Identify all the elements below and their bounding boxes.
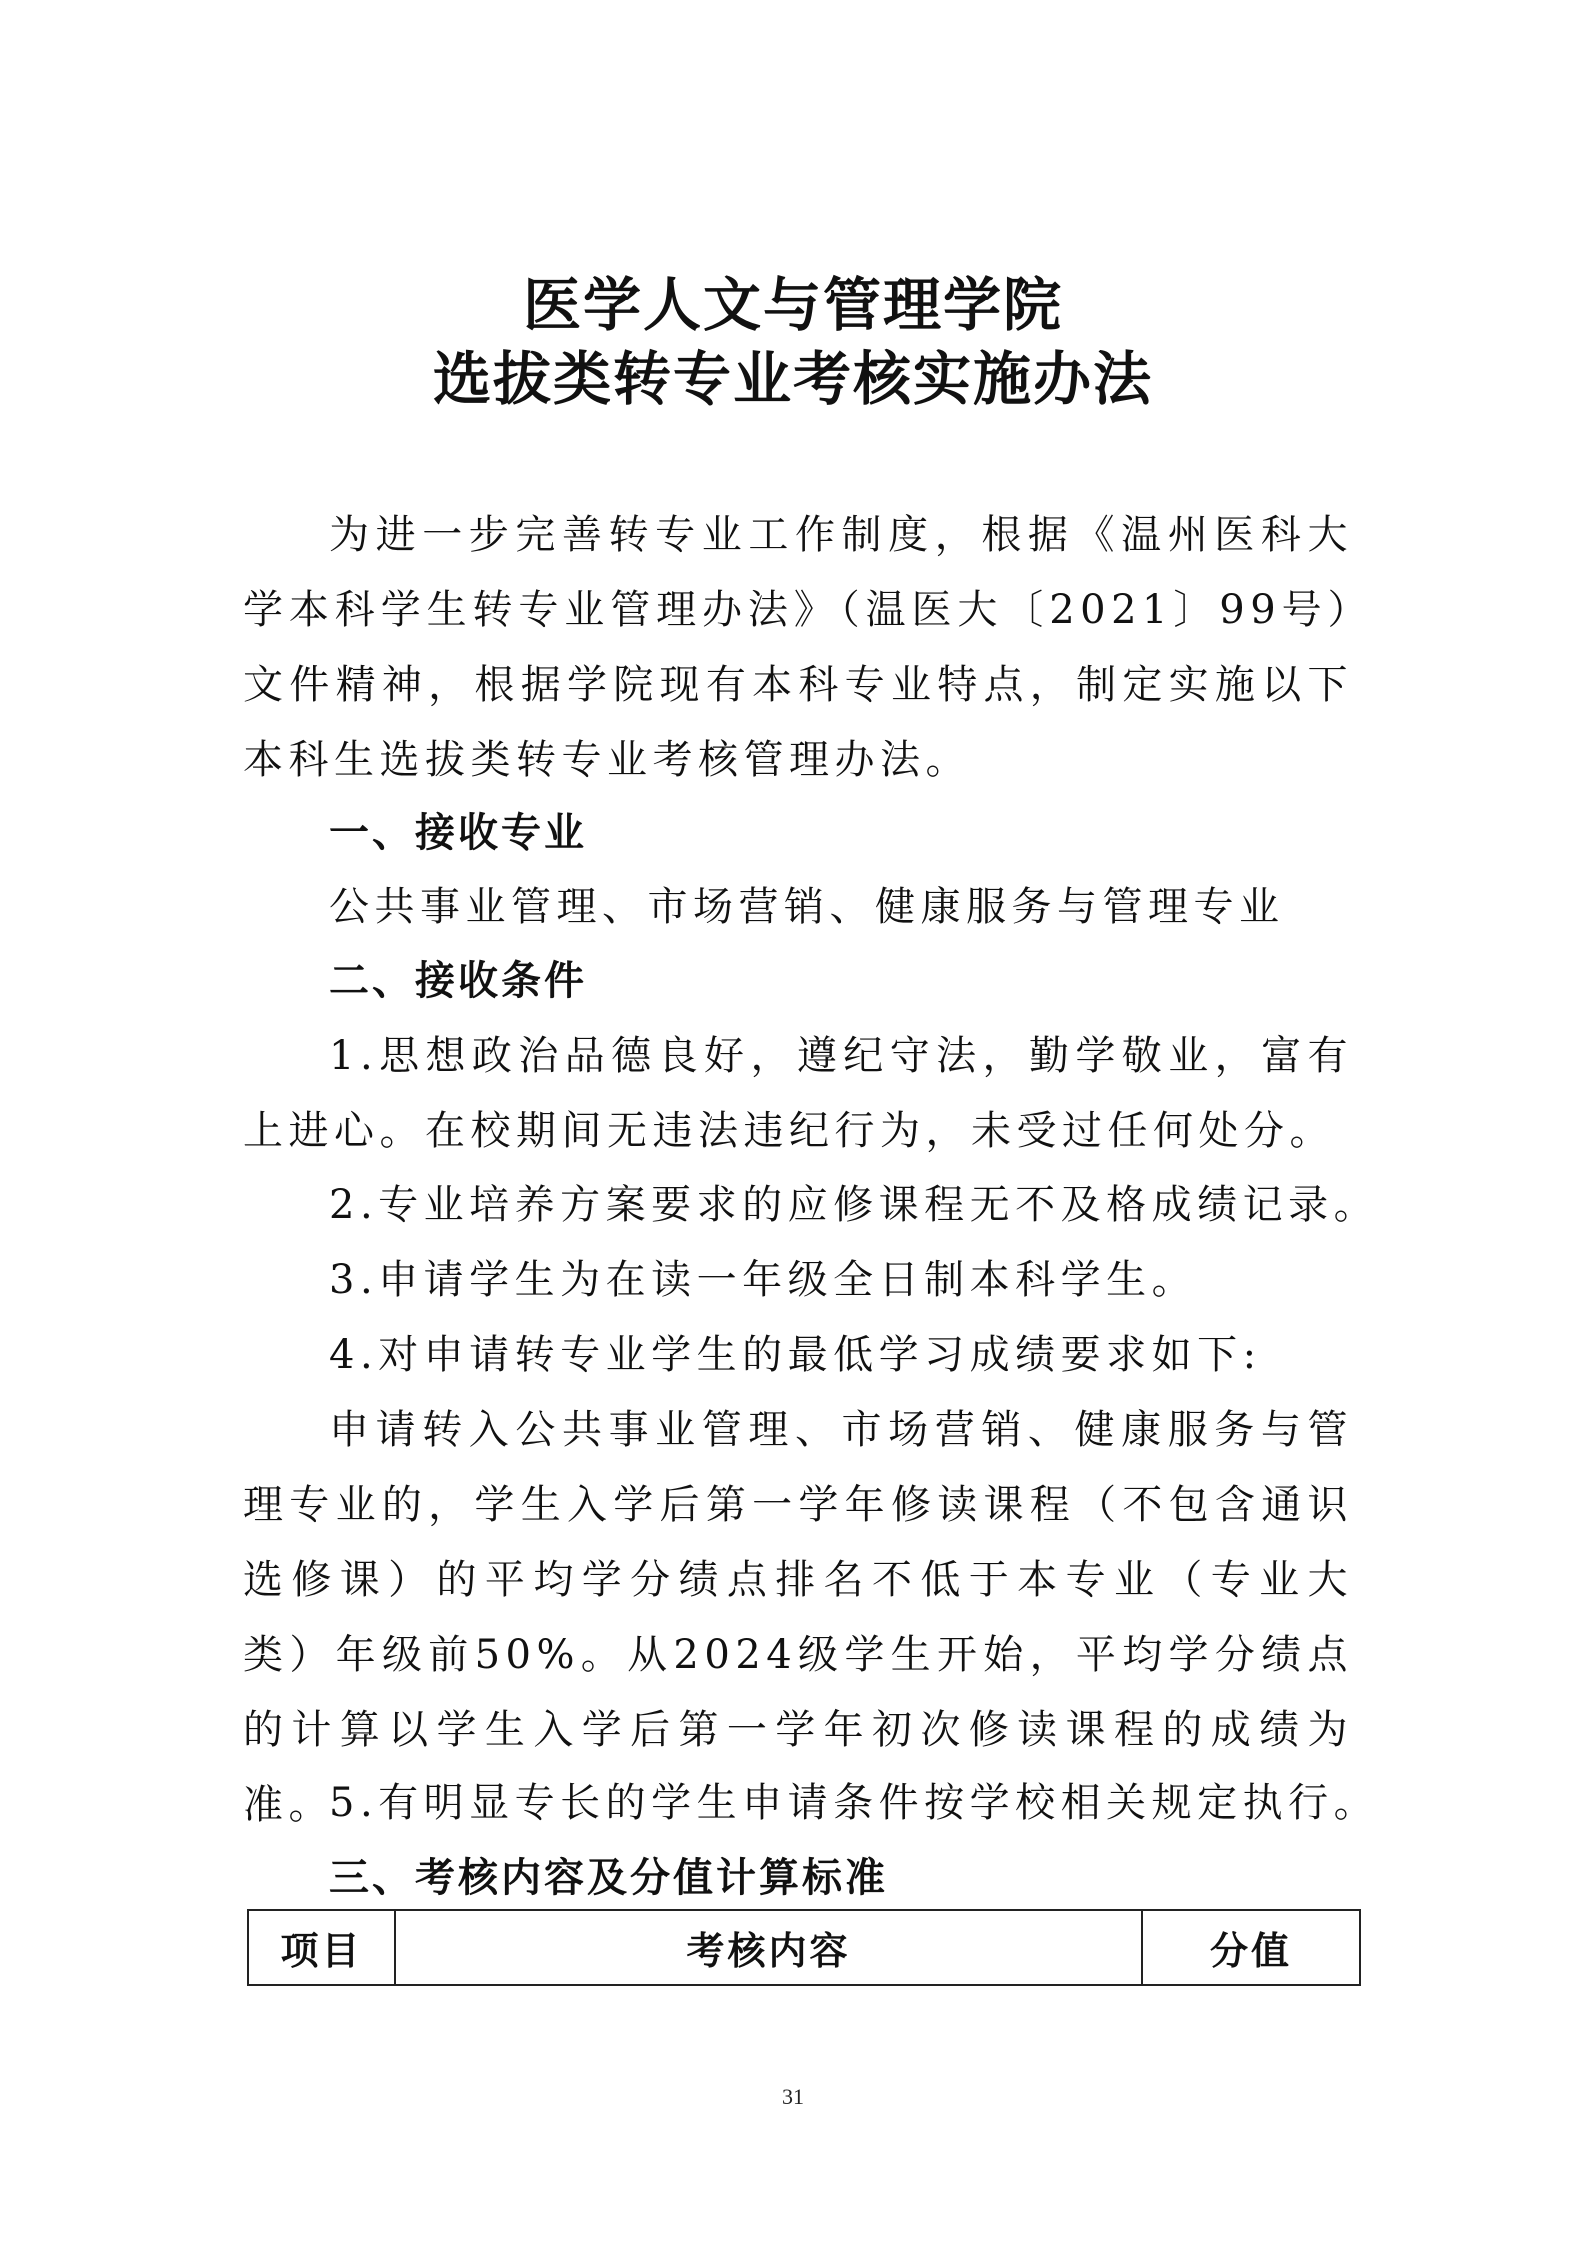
condition-item-1: 1.思想政治品德良好，遵纪守法，勤学敬业，富有上进心。在校期间无违法违纪行为，未受过任何处分。	[243, 1033, 1353, 1154]
accepted-majors-text: 公共事业管理、市场营销、健康服务与管理专业	[329, 884, 1285, 930]
condition-item-4: 4.对申请转专业学生的最低学习成绩要求如下:	[329, 1332, 1262, 1378]
condition-item-2: 2.专业培养方案要求的应修课程无不及格成绩记录。	[329, 1182, 1380, 1228]
document-title-line2: 选拔类转专业考核实施办法	[432, 345, 1153, 413]
table-header-content: 考核内容	[395, 1910, 1142, 1985]
section1-heading: 一、接收专业	[329, 810, 587, 856]
table-header-row	[248, 1910, 1360, 1985]
section2-heading: 二、接收条件	[329, 958, 587, 1004]
condition-item-5: 5.有明显专长的学生申请条件按学校相关规定执行。	[329, 1780, 1380, 1826]
page-number: 31	[782, 2084, 804, 2109]
condition-item-3: 3.申请学生为在读一年级全日制本科学生。	[329, 1257, 1198, 1303]
section3-heading: 三、考核内容及分值计算标准	[329, 1855, 888, 1901]
intro-paragraph: 为进一步完善转专业工作制度，根据《温州医科大学本科学生转专业管理办法》（温医大〔2021〕99号）文件精神，根据学院现有本科专业特点，制定实施以下本科生选拔类转专业考核管理办法。	[243, 512, 1353, 783]
table-header-score: 分值	[1142, 1910, 1360, 1985]
document-title-line1: 医学人文与管理学院	[522, 271, 1063, 339]
table-header-item: 项目	[248, 1910, 395, 1985]
assessment-table	[247, 1909, 1361, 1986]
condition-item-4-detail: 申请转入公共事业管理、市场营销、健康服务与管理专业的，学生入学后第一学年修读课程（不包含通识选修课）的平均学分绩点排名不低于本专业（专业大类）年级前50%。从2024级学生开始，平均学分绩点的计算以学生入学后第一学年初次修读课程的成绩为准。	[243, 1407, 1353, 1828]
